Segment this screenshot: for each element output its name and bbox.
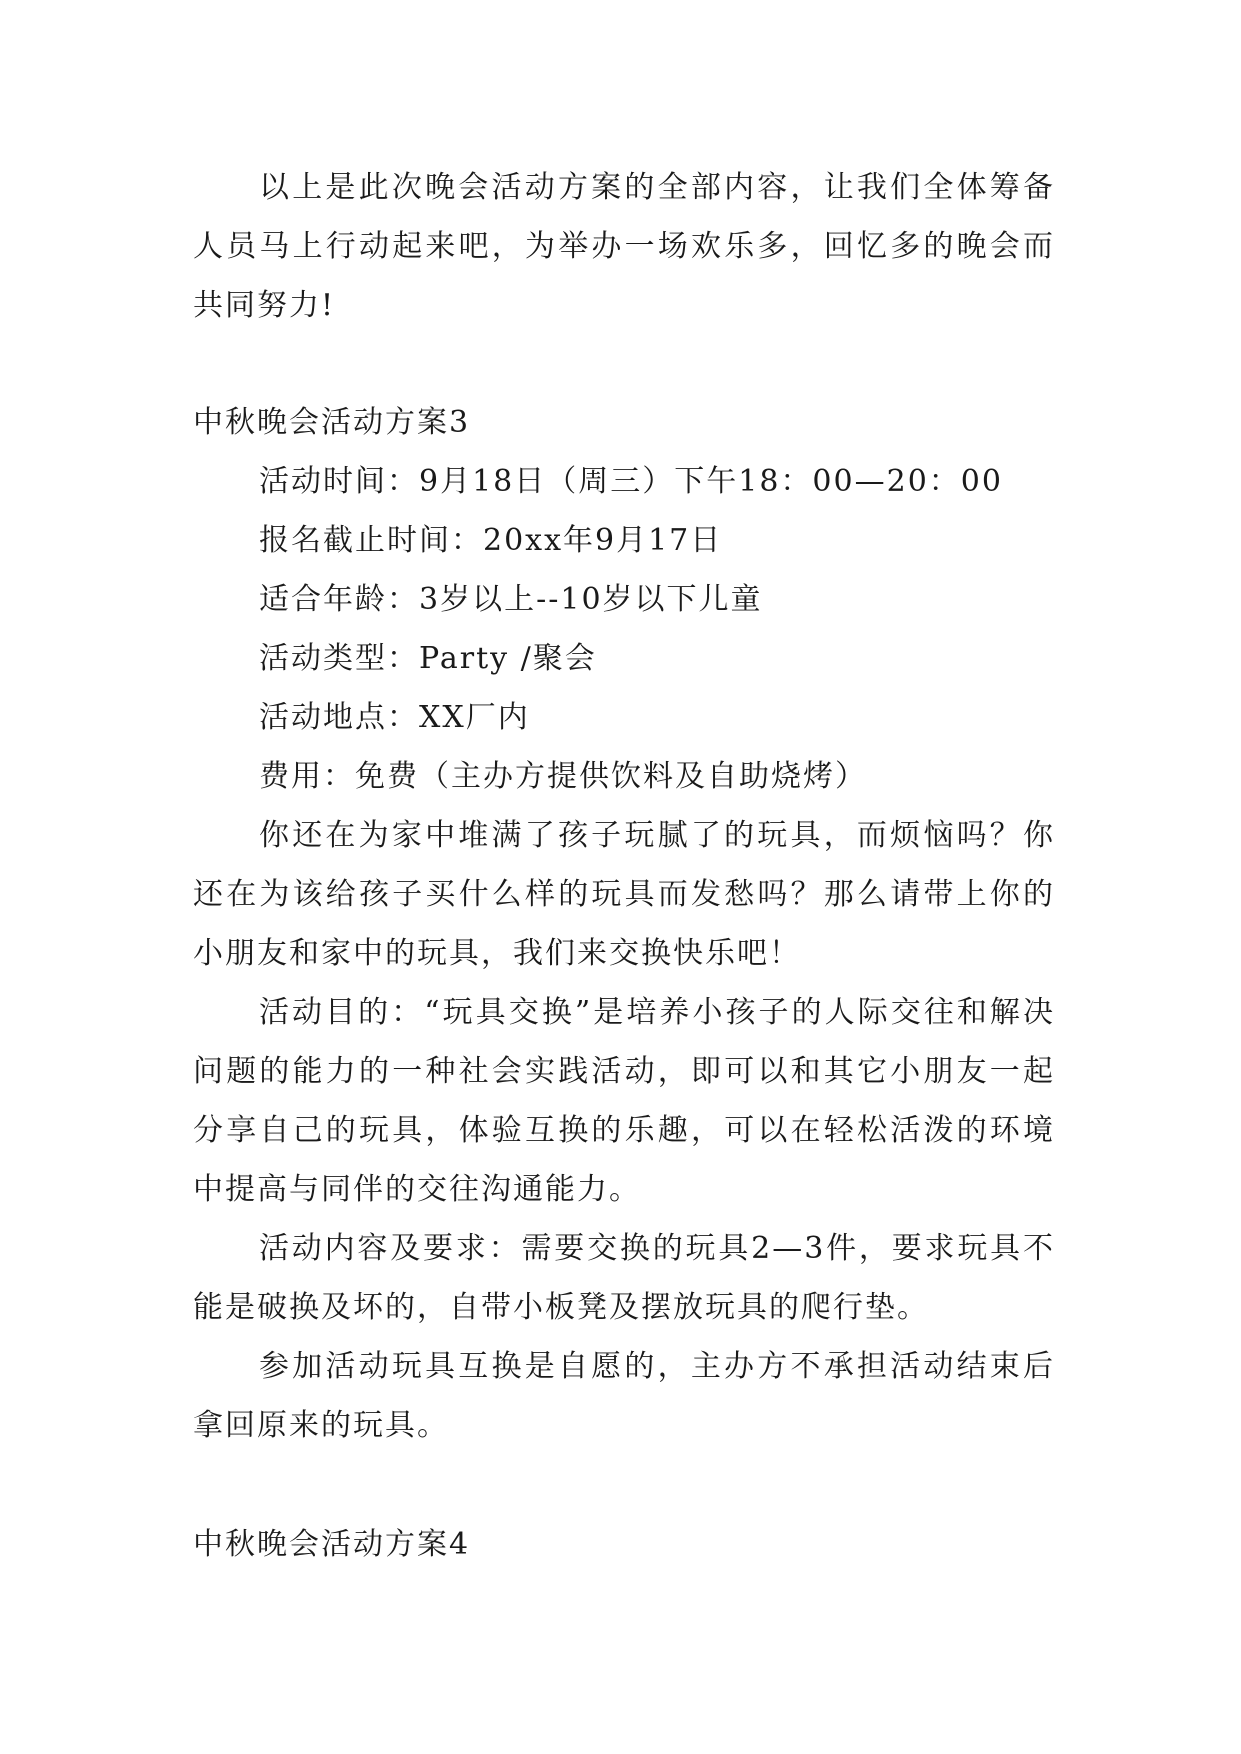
- invite-paragraph: 你还在为家中堆满了孩子玩腻了的玩具，而烦恼吗？你还在为该给孩子买什么样的玩具而发愁吗？那么请带上你的小朋友和家中的玩具，我们来交换快乐吧！: [193, 818, 1055, 971]
- intro-paragraph: 以上是此次晚会活动方案的全部内容，让我们全体筹备人员马上行动起来吧，为举办一场欢乐多，回忆多的晚会而共同努力!: [193, 170, 1055, 323]
- event-type: 活动类型：Party /聚会: [259, 641, 597, 676]
- event-location: 活动地点：XX厂内: [259, 700, 530, 735]
- section-spacer: [193, 335, 1055, 393]
- purpose-paragraph: 活动目的：“玩具交换”是培养小孩子的人际交往和解决问题的能力的一种社会实践活动，即可以和其它小朋友一起分享自己的玩具，体验互换的乐趣，可以在轻松活泼的环境中提高与同伴的交往沟通能力。: [193, 995, 1055, 1207]
- requirements-paragraph: 活动内容及要求：需要交换的玩具2—3件，要求玩具不能是破换及坏的，自带小板凳及摆放玩具的爬行垫。: [193, 1231, 1055, 1325]
- voluntary-paragraph: 参加活动玩具互换是自愿的，主办方不承担活动结束后拿回原来的玩具。: [193, 1349, 1055, 1443]
- section-4-title: 中秋晚会活动方案4: [193, 1527, 471, 1562]
- suitable-age: 适合年龄：3岁以上--10岁以下儿童: [259, 582, 763, 617]
- registration-deadline: 报名截止时间：20xx年9月17日: [259, 523, 723, 558]
- event-time: 活动时间：9月18日（周三）下午18：00—20：00: [259, 464, 1003, 499]
- document-body: [193, 158, 1055, 1574]
- section-spacer: [193, 1455, 1055, 1515]
- section-3-title: 中秋晚会活动方案3: [193, 405, 471, 440]
- event-fee: 费用：免费（主办方提供饮料及自助烧烤）: [259, 759, 867, 794]
